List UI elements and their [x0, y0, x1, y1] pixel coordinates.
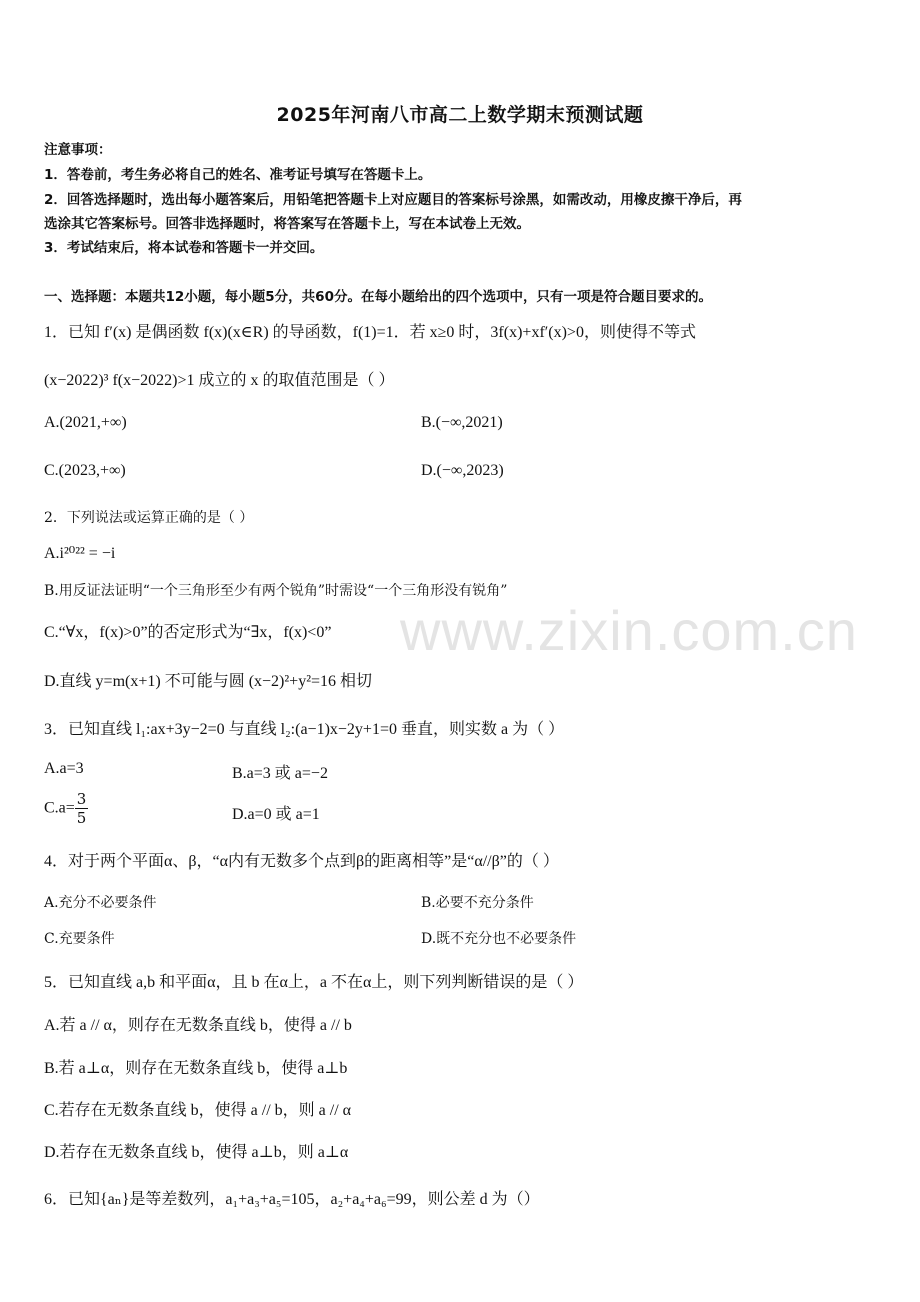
option-text: D.(−∞,2023) — [421, 462, 504, 479]
option-text: D.若存在无数条直线 b，使得 a⊥b，则 a⊥α — [44, 1144, 349, 1161]
notice-heading: 注意事项： — [44, 142, 112, 158]
option-text: B.a=3 或 a=−2 — [232, 765, 328, 782]
fraction — [75, 790, 89, 827]
question-3-text: 3．已知直线 l₁:ax+3y−2=0 与直线 l₂:(a−1)x−2y+1=0 垂直，则实数 a 为（ ） — [44, 721, 565, 738]
question-5-option-d[interactable] — [44, 1139, 348, 1162]
option-text: A.i²⁰²² = −i — [44, 545, 116, 562]
question-1-stem — [44, 319, 696, 342]
question-4-option-b[interactable]: B.必要不充分条件 — [421, 895, 534, 911]
section-heading: 一、选择题：本题共12小题，每小题5分，共60分。在每小题给出的四个选项中，只有一项是符合题目要求的。 — [44, 289, 712, 305]
fraction-denominator: 5 — [76, 809, 87, 827]
question-3-option-c[interactable] — [44, 790, 88, 827]
watermark: www.zixin.com.cn — [400, 599, 858, 662]
option-text: B.若 a⊥α，则存在无数条直线 b，使得 a⊥b — [44, 1060, 348, 1077]
question-4-option-a[interactable]: A.充分不必要条件 — [44, 895, 157, 911]
question-1-option-b[interactable] — [421, 414, 503, 432]
question-5-option-a[interactable] — [44, 1012, 352, 1035]
question-3-option-a[interactable] — [44, 760, 84, 778]
option-text: B.(−∞,2021) — [421, 414, 503, 431]
question-2-option-a[interactable] — [44, 543, 115, 563]
question-2-option-c[interactable] — [44, 619, 331, 642]
notice-item: 1．答卷前，考生务必将自己的姓名、准考证号填写在答题卡上。 — [44, 167, 432, 183]
question-1-line2: (x−2022)³ f(x−2022)>1 成立的 x 的取值范围是（ ） — [44, 372, 395, 389]
question-3-stem — [44, 716, 564, 739]
question-5-text: 5．已知直线 a,b 和平面α，且 b 在α上，a 不在α上，则下列判断错误的是（ ） — [44, 974, 584, 991]
question-3-option-d[interactable] — [232, 801, 320, 824]
question-4-option-c[interactable]: C.充要条件 — [44, 931, 115, 947]
question-1-option-c[interactable] — [44, 462, 126, 480]
fraction-numerator: 3 — [76, 790, 87, 808]
option-text: C.若存在无数条直线 b，使得 a // b，则 a // α — [44, 1102, 352, 1119]
question-1-option-d[interactable] — [421, 462, 504, 480]
page-title: 2025年河南八市高二上数学期末预测试题 — [276, 104, 644, 126]
question-2-stem: 2．下列说法或运算正确的是（ ） — [44, 510, 254, 526]
option-text: D.直线 y=m(x+1) 不可能与圆 (x−2)²+y²=16 相切 — [44, 673, 373, 690]
question-4-stem — [44, 848, 559, 871]
question-4-text: 4．对于两个平面α、β，“α内有无数多个点到β的距离相等”是“α//β”的（ ） — [44, 853, 559, 870]
option-text: A.(2021,+∞) — [44, 414, 127, 431]
notice-item: 3．考试结束后，将本试卷和答题卡一并交回。 — [44, 240, 324, 256]
question-6-text: 6．已知{aₙ}是等差数列，a₁+a₃+a₅=105，a₂+a₄+a₆=99，则公差 d 为（） — [44, 1191, 540, 1208]
question-3-option-b[interactable] — [232, 760, 328, 783]
notice-item: 选涂其它答案标号。回答非选择题时，将答案写在答题卡上，写在本试卷上无效。 — [44, 216, 530, 232]
question-1-stem-cont — [44, 367, 395, 390]
question-1-option-a[interactable] — [44, 414, 127, 432]
question-4-option-d[interactable]: D.既不充分也不必要条件 — [421, 931, 577, 947]
question-5-stem — [44, 969, 583, 992]
option-text: A.若 a // α，则存在无数条直线 b，使得 a // b — [44, 1017, 352, 1034]
notice-item: 2．回答选择题时，选出每小题答案后，用铅笔把答题卡上对应题目的答案标号涂黑，如需改动，用橡皮擦干净后，再 — [44, 192, 742, 208]
question-1-line1: 1．已知 f′(x) 是偶函数 f(x)(x∈R) 的导函数，f(1)=1．若 x≥0 时，3f(x)+xf′(x)>0，则使得不等式 — [44, 324, 696, 341]
question-5-option-b[interactable] — [44, 1055, 347, 1078]
option-text: C.“∀x，f(x)>0”的否定形式为“∃x，f(x)<0” — [44, 624, 332, 641]
question-5-option-c[interactable] — [44, 1097, 351, 1120]
option-text: D.a=0 或 a=1 — [232, 806, 320, 823]
question-6-stem — [44, 1186, 540, 1209]
option-text: C.(2023,+∞) — [44, 462, 126, 479]
option-text: C.a= — [44, 799, 75, 817]
question-2-option-b[interactable]: B.用反证法证明“一个三角形至少有两个锐角”时需设“一个三角形没有锐角” — [44, 583, 508, 599]
question-2-option-d[interactable] — [44, 668, 372, 691]
option-text: A.a=3 — [44, 760, 84, 777]
